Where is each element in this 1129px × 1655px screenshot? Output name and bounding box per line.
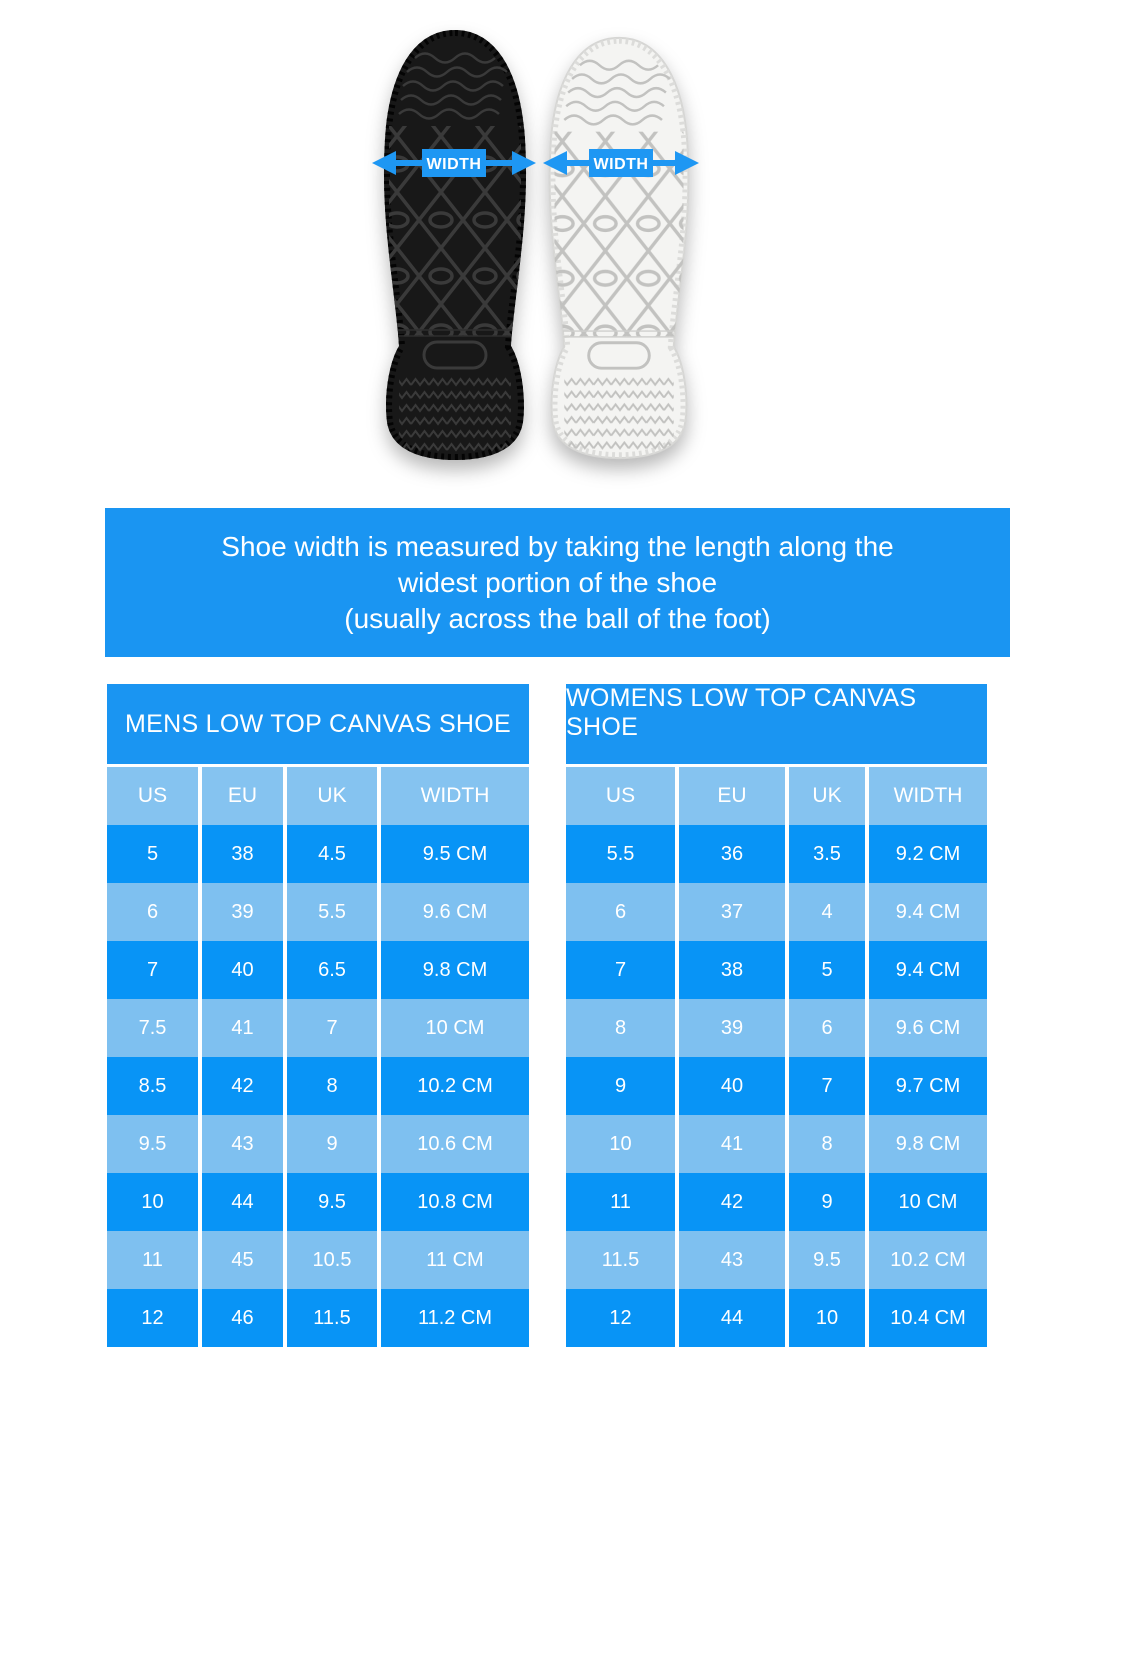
table-cell: 38	[679, 941, 785, 999]
table-title: MENS LOW TOP CANVAS SHOE	[107, 684, 529, 764]
table-cell: 10.4 CM	[869, 1289, 987, 1347]
table-cell: 11 CM	[381, 1231, 529, 1289]
table-cell: 10.2 CM	[381, 1057, 529, 1115]
banner-text-line: widest portion of the shoe	[397, 566, 718, 598]
table-cell: 9.4 CM	[869, 883, 987, 941]
table-cell: 46	[202, 1289, 283, 1347]
banner-text-line: (usually across the ball of the foot)	[344, 602, 771, 634]
table-cell: 10.8 CM	[381, 1173, 529, 1231]
table-cell: 39	[202, 883, 283, 941]
table-cell: 39	[679, 999, 785, 1057]
banner-text-line: Shoe width is measured by taking the length along the	[221, 530, 894, 562]
table-cell: 9.8 CM	[381, 941, 529, 999]
table-cell: 8	[287, 1057, 377, 1115]
table-cell: 7	[789, 1057, 865, 1115]
table-cell: 7.5	[107, 999, 198, 1057]
table-cell: 5.5	[566, 825, 675, 883]
table-cell: 42	[679, 1173, 785, 1231]
column-header-width: WIDTH	[869, 767, 987, 825]
column-header-us: US	[566, 767, 675, 825]
table-cell: 45	[202, 1231, 283, 1289]
table-cell: 5	[789, 941, 865, 999]
table-cell: 10.6 CM	[381, 1115, 529, 1173]
table-cell: 9.7 CM	[869, 1057, 987, 1115]
table-cell: 7	[287, 999, 377, 1057]
table-cell: 8	[566, 999, 675, 1057]
table-cell: 38	[202, 825, 283, 883]
table-cell: 5	[107, 825, 198, 883]
table-cell: 9.6 CM	[381, 883, 529, 941]
table-cell: 4	[789, 883, 865, 941]
table-cell: 11.5	[287, 1289, 377, 1347]
table-cell: 10 CM	[381, 999, 529, 1057]
table-cell: 42	[202, 1057, 283, 1115]
table-cell: 6	[107, 883, 198, 941]
column-header-uk: UK	[789, 767, 865, 825]
table-cell: 44	[202, 1173, 283, 1231]
width-arrow-icon	[541, 148, 701, 178]
table-cell: 7	[107, 941, 198, 999]
width-arrow-icon	[370, 148, 538, 178]
column-header-us: US	[107, 767, 198, 825]
table-cell: 40	[679, 1057, 785, 1115]
table-cell: 10.2 CM	[869, 1231, 987, 1289]
table-cell: 44	[679, 1289, 785, 1347]
table-cell: 11.2 CM	[381, 1289, 529, 1347]
width-label: WIDTH	[426, 156, 482, 173]
table-title: WOMENS LOW TOP CANVAS SHOE	[566, 684, 987, 764]
table-cell: 8	[789, 1115, 865, 1173]
table-cell: 9.5	[287, 1173, 377, 1231]
table-cell: 37	[679, 883, 785, 941]
black-shoe-sole-illustration	[372, 24, 538, 464]
column-header-uk: UK	[287, 767, 377, 825]
table-cell: 11	[107, 1231, 198, 1289]
table-cell: 9.5	[107, 1115, 198, 1173]
measurement-info-banner	[105, 508, 1010, 657]
mens-size-table	[107, 684, 529, 1347]
table-cell: 36	[679, 825, 785, 883]
table-cell: 9.5 CM	[381, 825, 529, 883]
table-cell: 10	[566, 1115, 675, 1173]
table-cell: 9.5	[789, 1231, 865, 1289]
column-header-eu: EU	[679, 767, 785, 825]
table-cell: 6	[566, 883, 675, 941]
table-cell: 10 CM	[869, 1173, 987, 1231]
table-cell: 10.5	[287, 1231, 377, 1289]
table-cell: 6	[789, 999, 865, 1057]
table-cell: 3.5	[789, 825, 865, 883]
table-cell: 43	[679, 1231, 785, 1289]
table-cell: 4.5	[287, 825, 377, 883]
column-header-eu: EU	[202, 767, 283, 825]
size-grid	[107, 767, 529, 1347]
womens-size-table	[566, 684, 987, 1347]
table-cell: 9	[566, 1057, 675, 1115]
table-cell: 7	[566, 941, 675, 999]
table-cell: 8.5	[107, 1057, 198, 1115]
table-cell: 12	[566, 1289, 675, 1347]
table-cell: 12	[107, 1289, 198, 1347]
table-cell: 10	[789, 1289, 865, 1347]
table-cell: 10	[107, 1173, 198, 1231]
white-shoe-sole-illustration	[540, 32, 698, 462]
table-cell: 11.5	[566, 1231, 675, 1289]
table-cell: 9.2 CM	[869, 825, 987, 883]
column-header-width: WIDTH	[381, 767, 529, 825]
table-cell: 9.6 CM	[869, 999, 987, 1057]
size-grid	[566, 767, 987, 1347]
width-label: WIDTH	[593, 156, 649, 173]
table-cell: 41	[202, 999, 283, 1057]
table-cell: 40	[202, 941, 283, 999]
table-cell: 43	[202, 1115, 283, 1173]
table-cell: 11	[566, 1173, 675, 1231]
table-cell: 9	[287, 1115, 377, 1173]
table-cell: 9.4 CM	[869, 941, 987, 999]
table-cell: 5.5	[287, 883, 377, 941]
table-cell: 41	[679, 1115, 785, 1173]
table-cell: 6.5	[287, 941, 377, 999]
table-cell: 9	[789, 1173, 865, 1231]
table-cell: 9.8 CM	[869, 1115, 987, 1173]
